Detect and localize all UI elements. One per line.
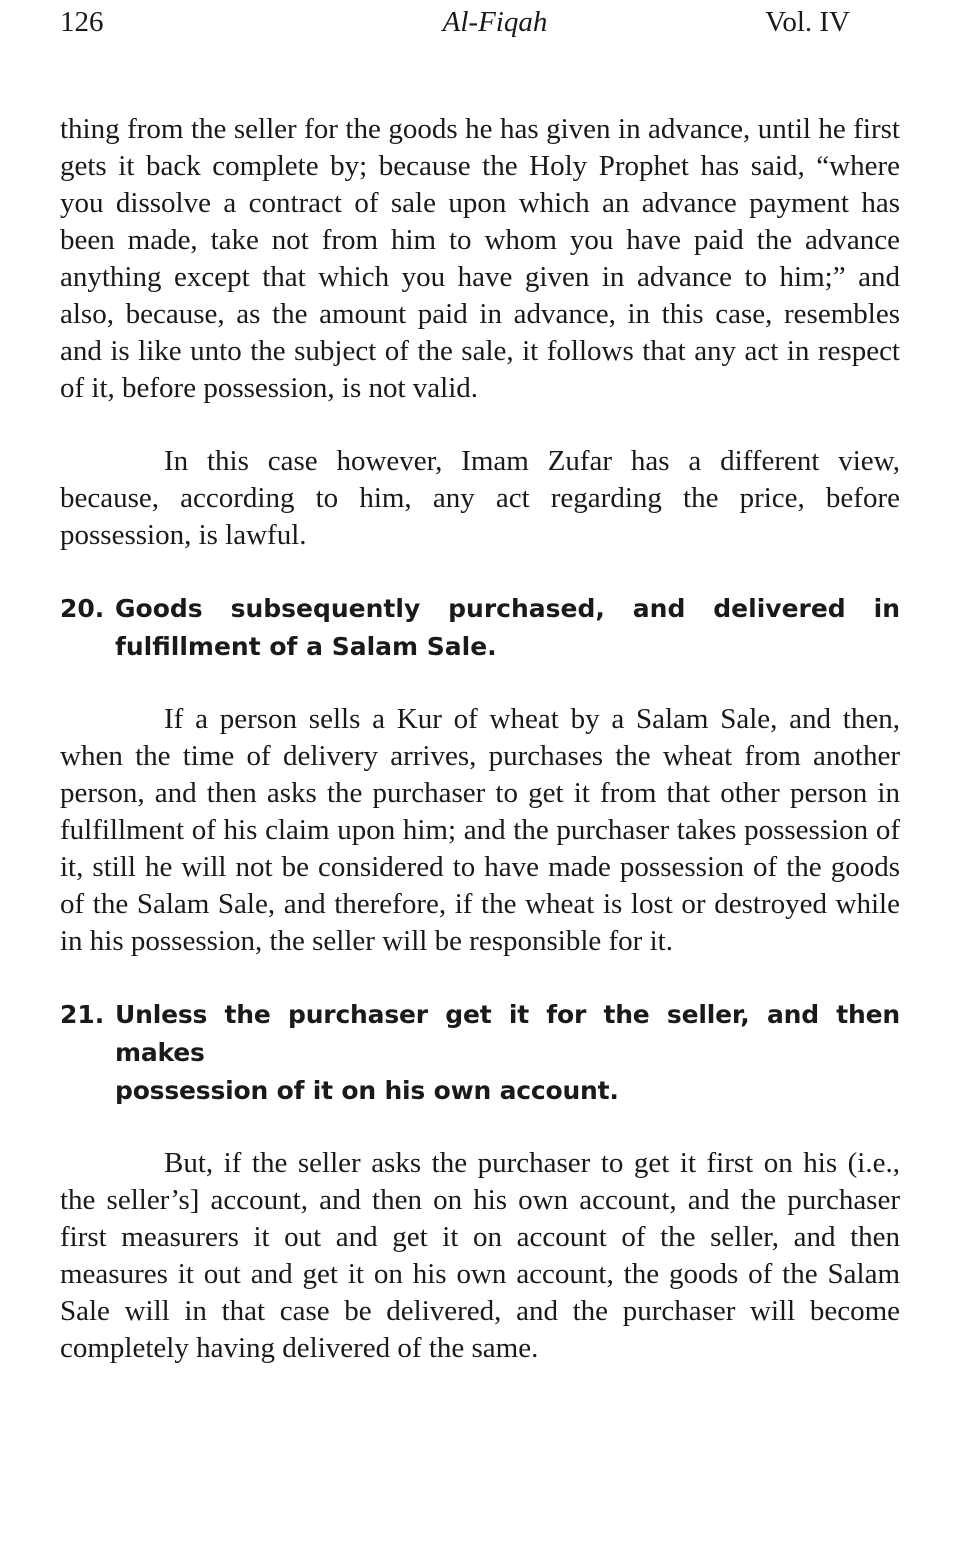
page-number: 126 (60, 6, 104, 38)
book-title: Al-Fiqah (442, 6, 548, 38)
section-title-line: Unless the purchaser get it for the seller, and then makes (115, 1000, 900, 1067)
paragraph-continued: thing from the seller for the goods he has given in advance, until he first gets it back complete by; because the Holy Prophet has said, “where you dissolve a contract of sale upon which an advance payment has been made, take not from him to whom you have paid the advance anything except that which you have given in advance to him;” and also, because, as the amount paid in advance, in this case, resembles and is like unto the subject of the sale, it follows that any act in respect of it, before possession, is not valid. (60, 113, 900, 404)
paragraph-kur-of-wheat: If a person sells a Kur of wheat by a Salam Sale, and then, when the time of delivery arrives, purchases the wheat from another person, and then asks the purchaser to get it from that other person in fulfillment of his claim upon him; and the purchaser takes possession of it, still he will not be considered to have made possession of the goods of the Salam Sale, and therefore, if the wheat is lost or destroyed while in his possession, the seller will be responsible for it. (60, 703, 900, 957)
volume-label: Vol. IV (765, 6, 850, 38)
page-body (60, 111, 900, 1367)
section-title-line: fulfillment of a Salam Sale. (115, 632, 497, 661)
section-heading-21 (60, 996, 900, 1110)
section-title-line: Goods subsequently purchased, and delivered in (115, 594, 900, 623)
section-title (115, 996, 900, 1110)
running-header (60, 2, 850, 42)
section-title-line: possession of it on his own account. (115, 1076, 619, 1105)
section-heading-20 (60, 590, 900, 666)
section-title (115, 590, 900, 666)
section-number: 21. (60, 1000, 105, 1029)
paragraph-seller-account: But, if the seller asks the purchaser to get it first on his (i.e., the seller’s] account, and then on his own account, and the purchaser first measurers it out and get it on account of the seller, and then measures it out and get it on his own account, the goods of the Salam Sale will in that case be delivered, and the purchaser will become completely having delivered of the same. (60, 1147, 900, 1364)
paragraph-imam-zufar: In this case however, Imam Zufar has a different view, because, according to him, any act regarding the price, before possession, is lawful. (60, 445, 900, 551)
section-number: 20. (60, 594, 105, 623)
